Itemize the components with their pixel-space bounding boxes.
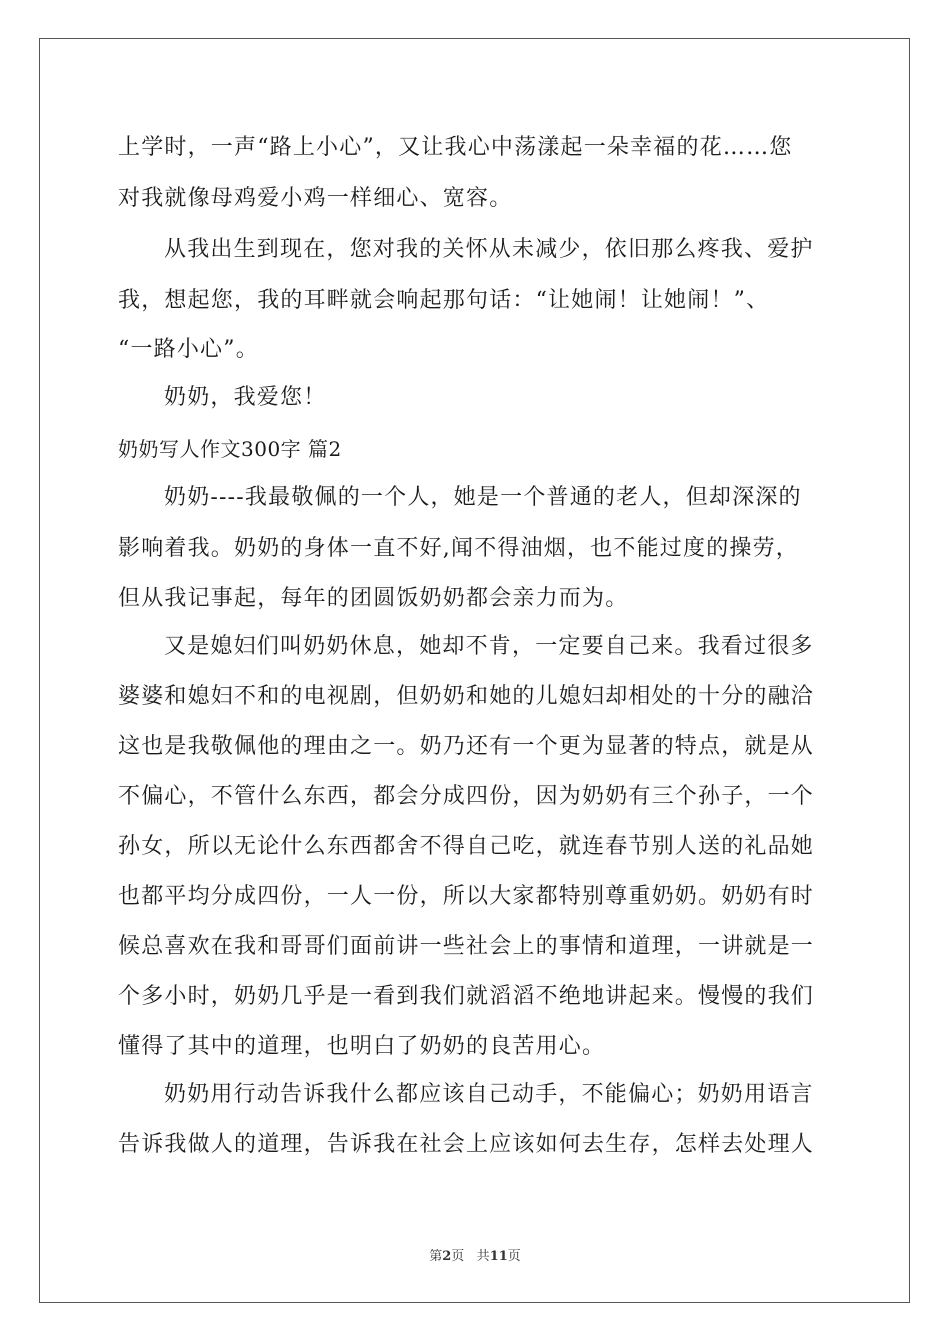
footer-total-suffix: 页 bbox=[507, 1249, 521, 1264]
body-line: “一路小心”。 bbox=[118, 337, 259, 362]
body-line: 懂得了其中的道理，也明白了奶奶的良苦用心。 bbox=[118, 1034, 606, 1059]
body-line: 我，想起您，我的耳畔就会响起那句话：“让她闹！让她闹！”、 bbox=[118, 288, 770, 313]
footer-page-suffix: 页 bbox=[451, 1249, 465, 1264]
body-line: 上学时，一声“路上小心”，又让我心中荡漾起一朵幸福的花……您 bbox=[118, 135, 793, 160]
body-line: 告诉我做人的道理，告诉我在社会上应该如何去生存，怎样去处理人 bbox=[118, 1132, 815, 1157]
body-line: 孙女，所以无论什么东西都舍不得自己吃，就连春节别人送的礼品她 bbox=[118, 834, 815, 859]
body-line: 从我出生到现在，您对我的关怀从未减少，依旧那么疼我、爱护 bbox=[164, 237, 814, 262]
body-line: 婆婆和媳妇不和的电视剧，但奶奶和她的儿媳妇却相处的十分的融洽 bbox=[118, 684, 815, 709]
footer-total-prefix: 共 bbox=[476, 1249, 490, 1264]
footer-total-number: 11 bbox=[489, 1249, 508, 1264]
body-line: 这也是我敬佩他的理由之一。奶乃还有一个更为显著的特点，就是从 bbox=[118, 734, 815, 759]
footer-page-prefix: 第 bbox=[429, 1249, 443, 1264]
body-line: 但从我记事起，每年的团圆饭奶奶都会亲力而为。 bbox=[118, 586, 629, 611]
body-line: 个多小时，奶奶几乎是一看到我们就滔滔不绝地讲起来。慢慢的我们 bbox=[118, 984, 815, 1009]
body-line: 奶奶----我最敬佩的一个人，她是一个普通的老人，但却深深的 bbox=[164, 485, 802, 510]
section-heading: 奶奶写人作文300字 篇2 bbox=[118, 437, 342, 461]
body-line: 奶奶用行动告诉我什么都应该自己动手，不能偏心；奶奶用语言 bbox=[164, 1082, 814, 1107]
body-line: 候总喜欢在我和哥哥们面前讲一些社会上的事情和道理，一讲就是一 bbox=[118, 934, 815, 959]
body-line: 奶奶，我爱您！ bbox=[164, 385, 327, 410]
page-border bbox=[39, 38, 910, 1303]
body-line: 对我就像母鸡爱小鸡一样细心、宽容。 bbox=[118, 186, 513, 211]
page-footer bbox=[0, 1245, 950, 1264]
body-line: 不偏心，不管什么东西，都会分成四份，因为奶奶有三个孙子，一个 bbox=[118, 784, 815, 809]
body-line: 也都平均分成四份，一人一份，所以大家都特别尊重奶奶。奶奶有时 bbox=[118, 884, 815, 909]
footer-page-number: 2 bbox=[442, 1249, 452, 1264]
body-line: 又是媳妇们叫奶奶休息，她却不肯，一定要自己来。我看过很多 bbox=[164, 634, 814, 659]
body-line: 影响着我。奶奶的身体一直不好,闻不得油烟，也不能过度的操劳， bbox=[118, 536, 799, 561]
